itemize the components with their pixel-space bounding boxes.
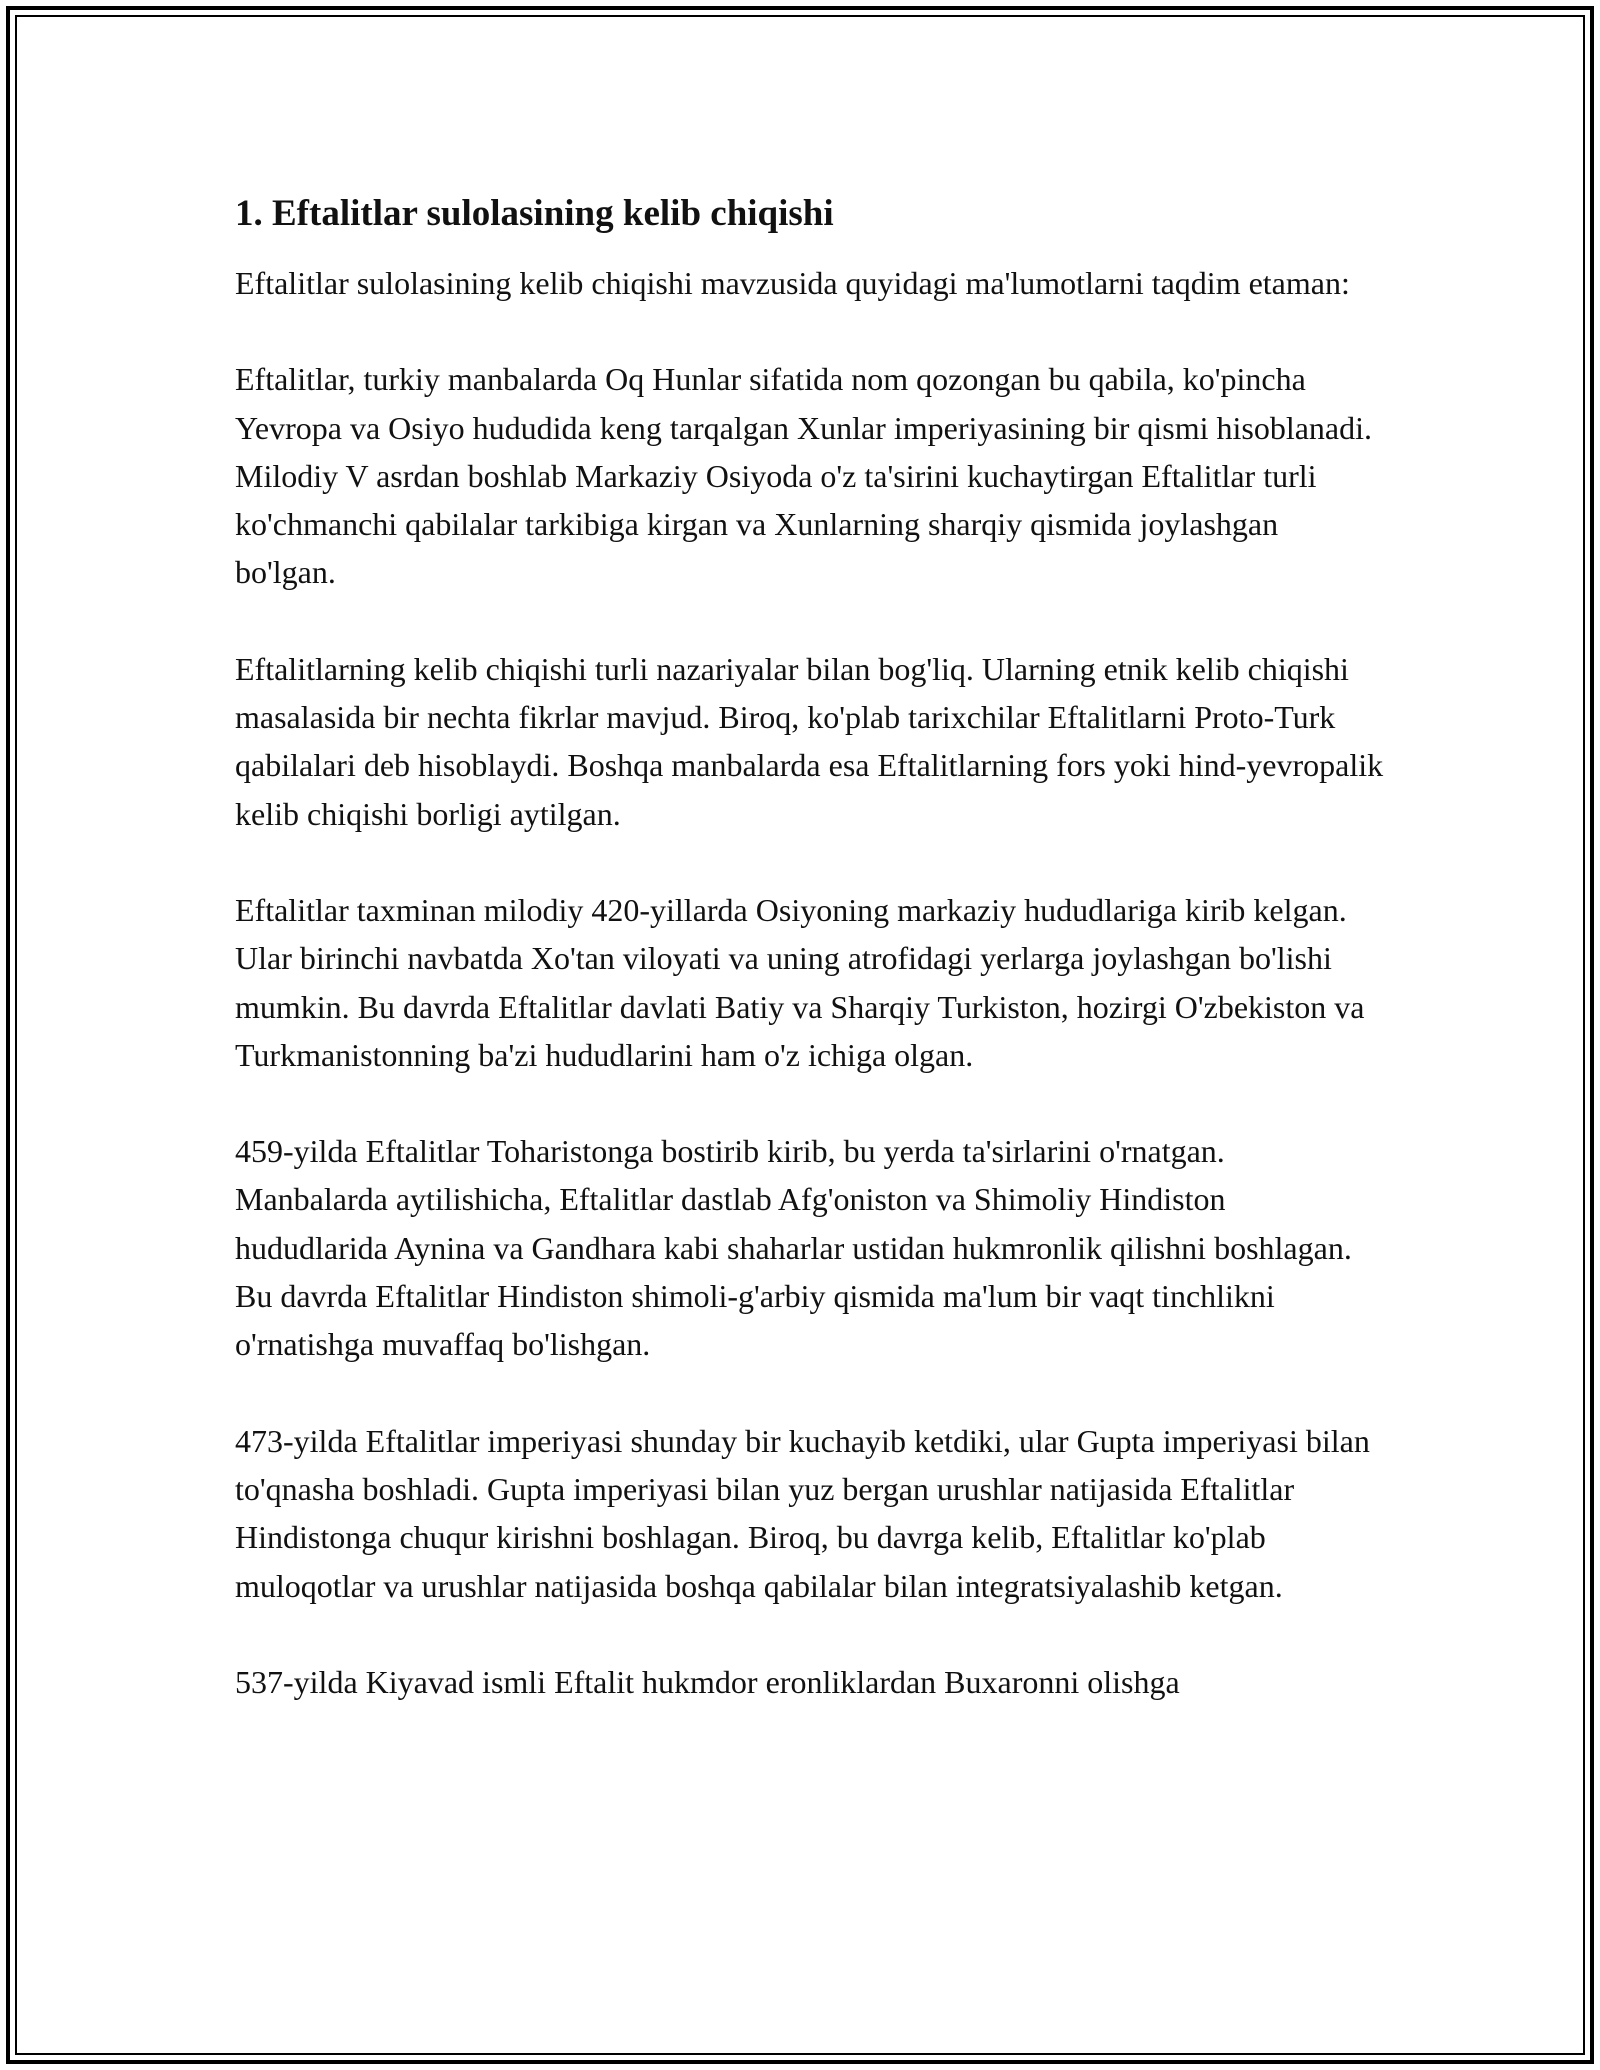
paragraph-intro: Eftalitlar sulolasining kelib chiqishi mavzusida quyidagi ma'lumotlarni taqdim etaman: bbox=[235, 265, 1350, 301]
paragraph-tokharistan-459: 459-yilda Eftalitlar Toharistonga bostirib kirib, bu yerda ta'sirlarini o'rnatgan. Manbalarda aytilishicha, Eftalitlar dastlab Afg'oniston va Shimoliy Hindiston hududlarida Aynina va Gandhara kabi shaharlar ustidan hukmronlik qilishni boshlagan. Bu davrda Eftalitlar Hindiston shimoli-g'arbiy qismida ma'lum bir vaqt tinchlikni o'rnatishga muvaffaq bo'lishgan. bbox=[235, 1133, 1352, 1363]
paragraph-origin-white-huns: Eftalitlar, turkiy manbalarda Oq Hunlar sifatida nom qozongan bu qabila, ko'pincha Yevropa va Osiyo hududida keng tarqalgan Xunlar imperiyasining bir qismi hisoblanadi. Milodiy V asrdan boshlab Markaziy Osiyoda o'z ta'sirini kuchaytirgan Eftalitlar turli ko'chmanchi qabilalar tarkibiga kirgan va Xunlarning sharqiy qismida joylashgan bo'lgan. bbox=[235, 361, 1372, 591]
paragraph-arrival-420: Eftalitlar taxminan milodiy 420-yillarda Osiyoning markaziy hududlariga kirib kelgan. Ular birinchi navbatda Xo'tan viloyati va uning atrofidagi yerlarga joylashgan bo'lishi mumkin. Bu davrda Eftalitlar davlati Batiy va Sharqiy Turkiston, hozirgi O'zbekiston va Turkmanistonning ba'zi hududlarini ham o'z ichiga olgan. bbox=[235, 891, 1365, 1073]
paragraph-gupta-473: 473-yilda Eftalitlar imperiyasi shunday bir kuchayib ketdiki, ular Gupta imperiyasi bilan to'qnasha boshladi. Gupta imperiyasi bilan yuz bergan urushlar natijasida Eftalitlar Hindistonga chuqur kirishni boshlagan. Biroq, bu davrga kelib, Eftalitlar ko'plab muloqotlar va urushlar natijasida boshqa qabilalar bilan integratsiyalashib ketgan. bbox=[235, 1422, 1370, 1604]
paragraph-origin-theories: Eftalitlarning kelib chiqishi turli nazariyalar bilan bog'liq. Ularning etnik kelib chiqishi masalasida bir nechta fikrlar mavjud. Biroq, ko'plab tarixchilar Eftalitlarni Proto-Turk qabilalari deb hisoblaydi. Boshqa manbalarda esa Eftalitlarning fors yoki hind-yevropalik kelib chiqishi borligi aytilgan. bbox=[235, 650, 1384, 832]
section-heading: 1. Eftalitlar sulolasining kelib chiqishi bbox=[235, 193, 834, 234]
paragraph-bukhara-537: 537-yilda Kiyavad ismli Eftalit hukmdor eronliklardan Buxaronni olishga bbox=[235, 1663, 1180, 1700]
document-body bbox=[235, 186, 1385, 1754]
